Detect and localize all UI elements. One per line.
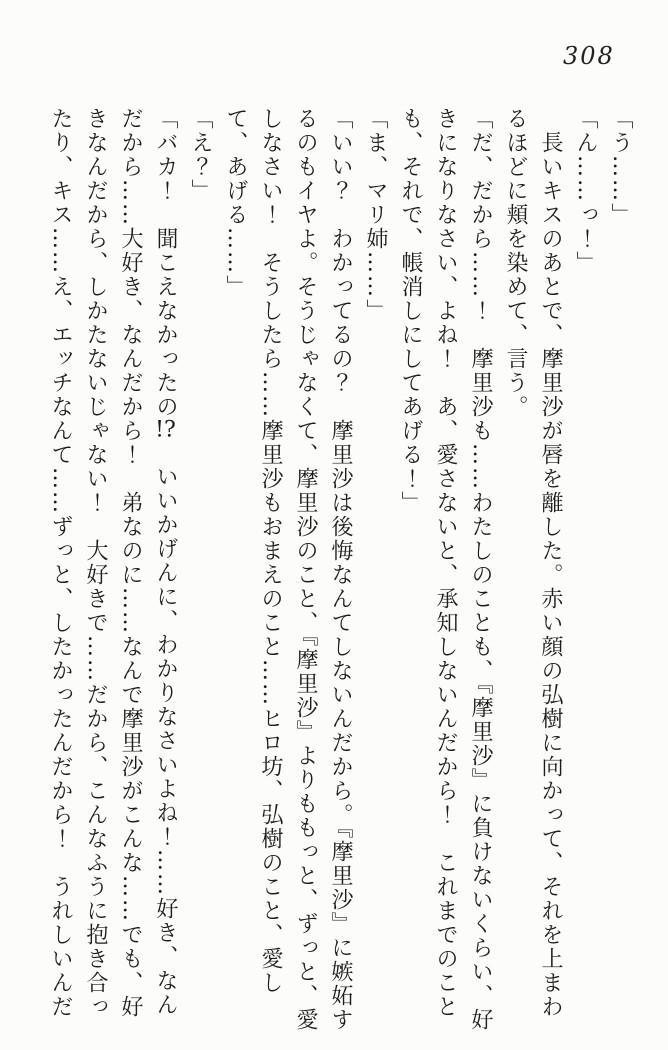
- paragraph-1: 「う……」: [608, 107, 633, 227]
- paragraph-4: 「だ、だから……！ 摩里沙も……わたしのことも、『摩里沙』に負けないくらい、好きになりなさい、よね！ あ、愛さないと、承知しないんだから！ これまでのことも、それで、帳消しにしてあげる！」: [398, 107, 493, 1032]
- paragraph-2: 「ん……っ！」: [573, 107, 598, 275]
- paragraph-3: 長いキスのあとで、摩里沙が唇を離した。赤い顔の弘樹に向かって、それを上まわるほどに頬を染めて、言う。: [503, 107, 563, 1019]
- paragraph-6: 「いい？ わかってるの？ 摩里沙は後悔なんてしないんだから。『摩里沙』に嫉妬するのもイヤよ。そうじゃなくて、摩里沙のこと、『摩里沙』よりももっと、ずっと、愛しなさい！ そうしたら……摩里沙もおまえのこと……ヒロ坊、弘樹のこと、愛して、あげる……」: [223, 107, 353, 1032]
- paragraph-8: 「バカ！ 聞こえなかったの!? いいかげんに、わかりなさいよね！……好き、なんだから……大好き、なんだから！ 弟なのに……なんで摩里沙がこんな……でも、好きなんだから、しかたないじゃない！ 大好きで……だから、こんなふうに抱き合ったり、キス……え、エッチなんて……ずっと、したかったんだから！ うれしいんだ: [48, 107, 178, 1019]
- vertical-text-block: [43, 107, 638, 1037]
- paragraph-7: 「え？」: [188, 107, 213, 203]
- paragraph-5: 「ま、マリ姉……」: [363, 107, 388, 323]
- page-number: 308: [563, 42, 615, 70]
- exclamation-question-mark: !?: [155, 419, 176, 441]
